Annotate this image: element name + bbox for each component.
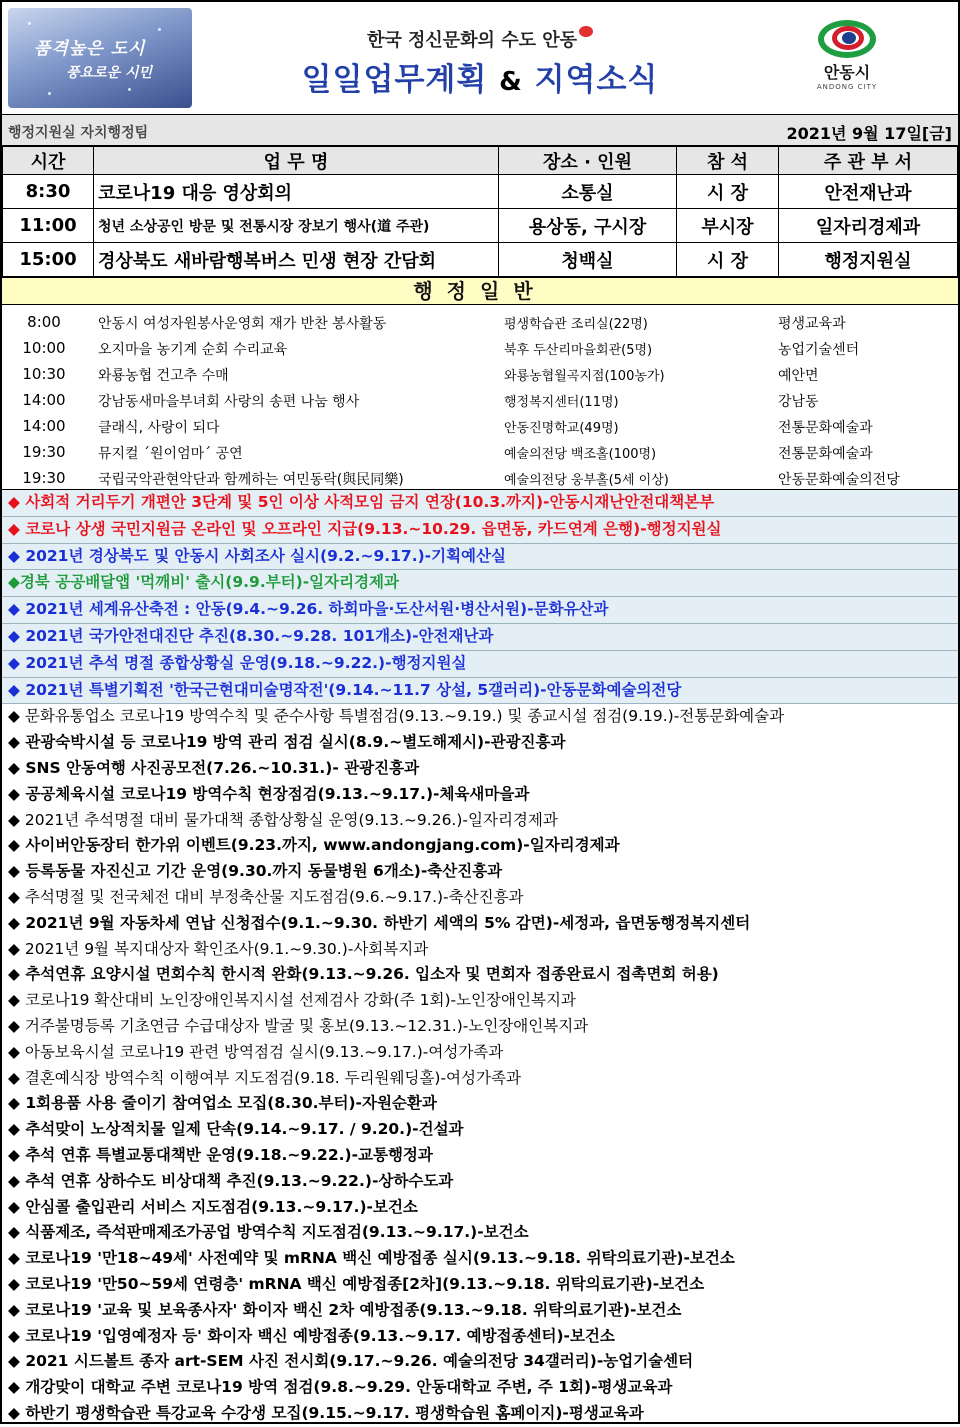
news-item: ◆ 코로나19 '만50~59세 연령층' mRNA 백신 예방접종[2차](9.13.~9.18. 위탁의료기관)-보건소 xyxy=(8,1274,705,1293)
admin-dept: 전통문화예술과 xyxy=(778,420,873,436)
admin-row xyxy=(2,439,958,465)
header-attend: 참 석 xyxy=(677,147,779,175)
schedule-place: 용상동, 구시장 xyxy=(499,209,677,243)
schedule-attend: 시 장 xyxy=(677,243,779,277)
admin-place: 와룡농협월곡지점(100농가) xyxy=(504,369,665,384)
city-logo xyxy=(812,16,882,91)
admin-dept: 안동문화예술의전당 xyxy=(778,472,900,488)
news-item: ◆ 등록동물 자진신고 기간 운영(9.30.까지 동물병원 6개소)-축산진흥과 xyxy=(8,862,503,881)
schedule-row xyxy=(3,175,958,209)
news-item: ◆ 아동보육시설 코로나19 관련 방역점검 실시(9.13.~9.17.)-여성가족과 xyxy=(8,1042,504,1061)
news-item: ◆ SNS 안동여행 사진공모전(7.26.~10.31.)- 관광진흥과 xyxy=(8,758,420,777)
news-item: ◆ 사회적 거리두기 개편안 3단계 및 5인 이상 사적모임 금지 연장(10.3.까지)-안동시재난안전대책본부 xyxy=(2,490,958,517)
admin-row xyxy=(2,413,958,439)
news-item: ◆경북 공공배달앱 '먹깨비' 출시(9.9.부터)-일자리경제과 xyxy=(2,570,958,597)
news-item: ◆ 코로나 상생 국민지원금 온라인 및 오프라인 지급(9.13.~10.29. 읍면동, 카드연계 은행)-행정지원실 xyxy=(2,517,958,544)
news-item: ◆ 추석연휴 요양시설 면회수칙 한시적 완화(9.13.~9.26. 입소자 및 면회자 접종완료시 접촉면회 허용) xyxy=(8,965,719,984)
admin-place: 평생학습관 조리실(22명) xyxy=(504,317,648,332)
news-item: ◆ 추석명절 및 전국체전 대비 부정축산물 지도점검(9.6.~9.17.)-축산진흥과 xyxy=(8,887,524,906)
schedule-task: 경상북도 새바람행복버스 민생 현장 간담회 xyxy=(94,243,499,277)
schedule-dept: 일자리경제과 xyxy=(779,209,958,243)
news-item: ◆ 공공체육시설 코로나19 방역수칙 현장점검(9.13.~9.17.)-체육새마을과 xyxy=(8,784,530,803)
admin-name: 와룡농협 건고추 수매 xyxy=(98,368,229,384)
news-item: ◆ 2021년 9월 자동차세 연납 신청접수(9.1.~9.30. 하반기 세액의 5% 감면)-세정과, 읍면동행정복지센터 xyxy=(8,913,751,932)
admin-time: 19:30 xyxy=(22,443,66,461)
admin-dept: 강남동 xyxy=(778,394,819,410)
admin-name: 국립국악관현악단과 함께하는 여민동락(與民同樂) xyxy=(98,472,404,488)
schedule-row xyxy=(3,243,958,277)
admin-place: 북후 두산리마을회관(5명) xyxy=(504,343,653,358)
news-item: ◆ 개강맞이 대학교 주변 코로나19 방역 점검(9.8.~9.29. 안동대학교 주변, 주 1회)-평생교육과 xyxy=(8,1378,673,1397)
news-item: ◆ 추석 연휴 특별교통대책반 운영(9.18.~9.22.)-교통행정과 xyxy=(8,1145,433,1164)
admin-row xyxy=(2,309,958,335)
admin-name: 뮤지컬 ´원이엄마´ 공연 xyxy=(98,446,243,462)
department: 행정지원실 자치행정팀 xyxy=(8,125,149,141)
news-list xyxy=(2,704,958,1426)
admin-row xyxy=(2,335,958,361)
admin-row xyxy=(2,465,958,491)
schedule-place: 청백실 xyxy=(499,243,677,277)
news-item: ◆ 거주불명등록 기초연금 수급대상자 발굴 및 홍보(9.13.~12.31.)-노인장애인복지과 xyxy=(8,1016,589,1035)
date: 2021년 9월 17일[금] xyxy=(786,124,952,143)
admin-dept: 평생교육과 xyxy=(778,316,846,332)
admin-time: 19:30 xyxy=(22,469,66,487)
admin-time: 8:00 xyxy=(27,313,61,331)
schedule-time: 15:00 xyxy=(3,243,94,277)
slogan-line2: 풍요로운 시민 xyxy=(66,65,153,81)
schedule-attend: 시 장 xyxy=(677,175,779,209)
news-item: ◆ 코로나19 '만18~49세' 사전예약 및 mRNA 백신 예방접종 실시(9.13.~9.18. 위탁의료기관)-보건소 xyxy=(8,1249,735,1268)
admin-section-title: 행정일반 xyxy=(2,277,958,305)
admin-place: 예술의전당 웅부홀(5세 이상) xyxy=(504,473,669,488)
page-title: 일일업무계획 & 지역소식 xyxy=(301,62,659,98)
admin-time: 10:30 xyxy=(22,365,66,383)
admin-name: 클래식, 사랑이 되다 xyxy=(98,420,220,436)
admin-dept: 전통문화예술과 xyxy=(778,446,873,462)
admin-name: 안동시 여성자원봉사운영회 재가 반찬 봉사활동 xyxy=(98,316,387,332)
admin-dept: 농업기술센터 xyxy=(778,342,860,358)
logo-english: ANDONG CITY xyxy=(816,83,878,91)
news-highlight-list xyxy=(2,490,958,704)
news-item: ◆ 2021년 세계유산축전 : 안동(9.4.~9.26. 하회마을·도산서원·병산서원)-문화유산과 xyxy=(2,597,958,624)
news-item: ◆ 안심콜 출입관리 서비스 지도점검(9.13.~9.17.)-보건소 xyxy=(8,1197,418,1216)
news-item: ◆ 2021 시드볼트 종자 art-SEM 사진 전시회(9.17.~9.26. 예술의전당 34갤러리)-농업기술센터 xyxy=(8,1352,694,1371)
schedule-task: 청년 소상공인 방문 및 전통시장 장보기 행사(道 주관) xyxy=(94,209,499,243)
schedule-header-row xyxy=(3,147,958,175)
admin-row xyxy=(2,361,958,387)
schedule-time: 11:00 xyxy=(3,209,94,243)
admin-name: 오지마을 농기계 순회 수리교육 xyxy=(98,342,288,358)
news-item: ◆ 2021년 9월 복지대상자 확인조사(9.1.~9.30.)-사회복지과 xyxy=(8,939,429,958)
logo-name: 안동시 xyxy=(823,63,871,82)
schedule-table xyxy=(2,146,958,277)
header-time: 시간 xyxy=(3,147,94,175)
news-item: ◆ 2021년 추석명절 대비 물가대책 종합상황실 운영(9.13.~9.26.)-일자리경제과 xyxy=(8,810,558,829)
schedule-time: 8:30 xyxy=(3,175,94,209)
admin-place: 행정복지센터(11명) xyxy=(504,395,619,410)
news-item: ◆ 추석맞이 노상적치물 일제 단속(9.14.~9.17. / 9.20.)-건설과 xyxy=(8,1120,464,1139)
news-item: ◆ 사이버안동장터 한가위 이벤트(9.23.까지, www.andongjang.com)-일자리경제과 xyxy=(8,836,620,855)
news-item: ◆ 2021년 경상북도 및 안동시 사회조사 실시(9.2.~9.17.)-기획예산실 xyxy=(2,544,958,571)
admin-place: 예술의전당 백조홀(100명) xyxy=(504,447,657,462)
admin-row xyxy=(2,387,958,413)
admin-time: 14:00 xyxy=(22,417,66,435)
header-place: 장소 · 인원 xyxy=(499,147,677,175)
news-item: ◆ 코로나19 '교육 및 보육종사자' 화이자 백신 2차 예방접종(9.13.~9.18. 위탁의료기관)-보건소 xyxy=(8,1300,682,1319)
news-item: ◆ 코로나19 확산대비 노인장애인복지시설 선제검사 강화(주 1회)-노인장애인복지과 xyxy=(8,991,576,1010)
header-task: 업 무 명 xyxy=(94,147,499,175)
news-item: ◆ 하반기 평생학습관 특강교육 수강생 모집(9.15.~9.17. 평생학습원 홈페이지)-평생교육과 xyxy=(8,1403,644,1422)
header-dept: 주 관 부 서 xyxy=(779,147,958,175)
news-item: ◆ 2021년 국가안전대진단 추진(8.30.~9.28. 101개소)-안전재난과 xyxy=(2,624,958,651)
schedule-attend: 부시장 xyxy=(677,209,779,243)
admin-list xyxy=(2,305,958,490)
admin-time: 14:00 xyxy=(22,391,66,409)
admin-time: 10:00 xyxy=(22,339,66,357)
news-item: ◆ 결혼예식장 방역수칙 이행여부 지도점검(9.18. 두리원웨딩홀)-여성가족과 xyxy=(8,1068,521,1087)
sup-title: 한국 정신문화의 수도 안동 xyxy=(2,26,958,52)
news-item: ◆ 식품제조, 즉석판매제조가공업 방역수칙 지도점검(9.13.~9.17.)-보건소 xyxy=(8,1223,529,1242)
slogan-line1: 품격높은 도시 xyxy=(34,39,146,59)
news-item: ◆ 관광숙박시설 등 코로나19 방역 관리 점검 실시(8.9.~별도해제시)-관광진흥과 xyxy=(8,733,566,752)
admin-dept: 예안면 xyxy=(778,368,819,384)
news-item: ◆ 추석 연휴 상하수도 비상대책 추진(9.13.~9.22.)-상하수도과 xyxy=(8,1171,454,1190)
schedule-dept: 안전재난과 xyxy=(779,175,958,209)
schedule-dept: 행정지원실 xyxy=(779,243,958,277)
news-item: ◆ 2021년 추석 명절 종합상황실 운영(9.18.~9.22.)-행정지원실 xyxy=(2,651,958,678)
news-item: ◆ 문화유통업소 코로나19 방역수칙 및 준수사항 특별점검(9.13.~9.19.) 및 종교시설 점검(9.19.)-전통문화예술과 xyxy=(8,707,785,726)
mark-icon xyxy=(579,26,593,37)
admin-name: 강남동새마을부녀회 사랑의 송편 나눔 행사 xyxy=(98,394,360,410)
news-item: ◆ 1회용품 사용 줄이기 참여업소 모집(8.30.부터)-자원순환과 xyxy=(8,1094,437,1113)
schedule-task: 코로나19 대응 영상회의 xyxy=(94,175,499,209)
dept-date-row xyxy=(2,115,958,146)
news-item: ◆ 코로나19 '입영예정자 등' 화이자 백신 예방접종(9.13.~9.17. 예방접종센터)-보건소 xyxy=(8,1326,615,1345)
news-item: ◆ 2021년 특별기획전 '한국근현대미술명작전'(9.14.~11.7 상설, 5갤러리)-안동문화예술의전당 xyxy=(2,678,958,705)
schedule-row xyxy=(3,209,958,243)
admin-place: 안동진명학교(49명) xyxy=(504,421,619,436)
city-emblem-icon xyxy=(818,16,876,60)
schedule-place: 소통실 xyxy=(499,175,677,209)
header xyxy=(2,2,958,115)
